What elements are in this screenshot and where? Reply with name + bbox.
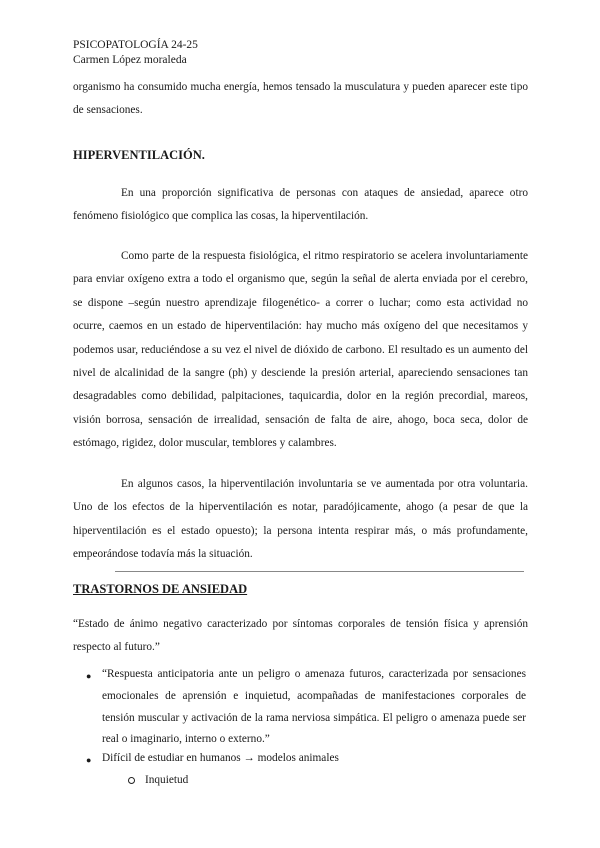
paragraph-hiperventilacion-voluntaria: En algunos casos, la hiperventilación involuntaria se ve aumentada por otra voluntaria. Uno de los efectos de la hiperventilación es notar, paradójicamente, ahogo (a pesar de que la hiperventilación es el estado opuesto); la persona intenta respirar más, o más profundamente, empeorándose todavía más la situación. <box>73 478 528 561</box>
paragraph-hiperventilacion-intro: En una proporción significativa de personas con ataques de ansiedad, aparece otro fenómeno fisiológico que complica las cosas, la hiperventilación. <box>73 187 528 223</box>
bullet-dot-icon: ● <box>86 755 92 765</box>
header-author: Carmen López moraleda <box>73 54 187 66</box>
bullet-dot-icon: ● <box>86 671 92 681</box>
heading-trastornos-ansiedad: TRASTORNOS DE ANSIEDAD <box>73 582 248 596</box>
list-item-respuesta: “Respuesta anticipatoria ante un peligro o amenaza futuros, caracterizada por sensaciones emocionales de aprensión e inquietud, acompañadas de manifestaciones corporales de tensión muscular y activación de la rama nerviosa simpática. El peligro o amenaza puede ser real o imaginario, interno o externo.” <box>102 668 526 746</box>
sublist-item-inquietud: Inquietud <box>145 774 189 786</box>
header-course: PSICOPATOLOGÍA 24-25 <box>73 39 198 51</box>
horizontal-divider <box>115 571 524 572</box>
heading-hiperventilacion: HIPERVENTILACIÓN. <box>73 148 205 162</box>
list-item-dificil: Difícil de estudiar en humanos → modelos animales <box>102 752 339 764</box>
paragraph-respuesta-fisiologica: Como parte de la respuesta fisiológica, el ritmo respiratorio se acelera involuntariamente para enviar oxígeno extra a todo el organismo que, según la señal de alerta enviada por el cerebro, se dispone –según nuestro aprendizaje filogenético- a correr o luchar; como esta actividad no ocurre, caemos en un estado de hiperventilación: hay mucho más oxígeno del que necesitamos y podemos usar, reduciéndose a su vez el nivel de dióxido de carbono. El resultado es un aumento del nivel de alcalinidad de la sangre (ph) y desciende la presión arterial, apareciendo sensaciones tan desagradables como debilidad, palpitaciones, taquicardia, dolor en la región precordial, mareos, visión borrosa, sensación de irrealidad, sensación de falta de aire, ahogo, boca seca, dolor de estómago, rigidez, dolor muscular, temblores y calambres. <box>73 250 528 450</box>
bullet-circle-icon <box>128 777 135 784</box>
quote-definition: “Estado de ánimo negativo caracterizado por síntomas corporales de tensión física y aprensión respecto al futuro.” <box>73 618 528 654</box>
paragraph-continuation: organismo ha consumido mucha energía, hemos tensado la musculatura y pueden aparecer este tipo de sensaciones. <box>73 81 528 117</box>
